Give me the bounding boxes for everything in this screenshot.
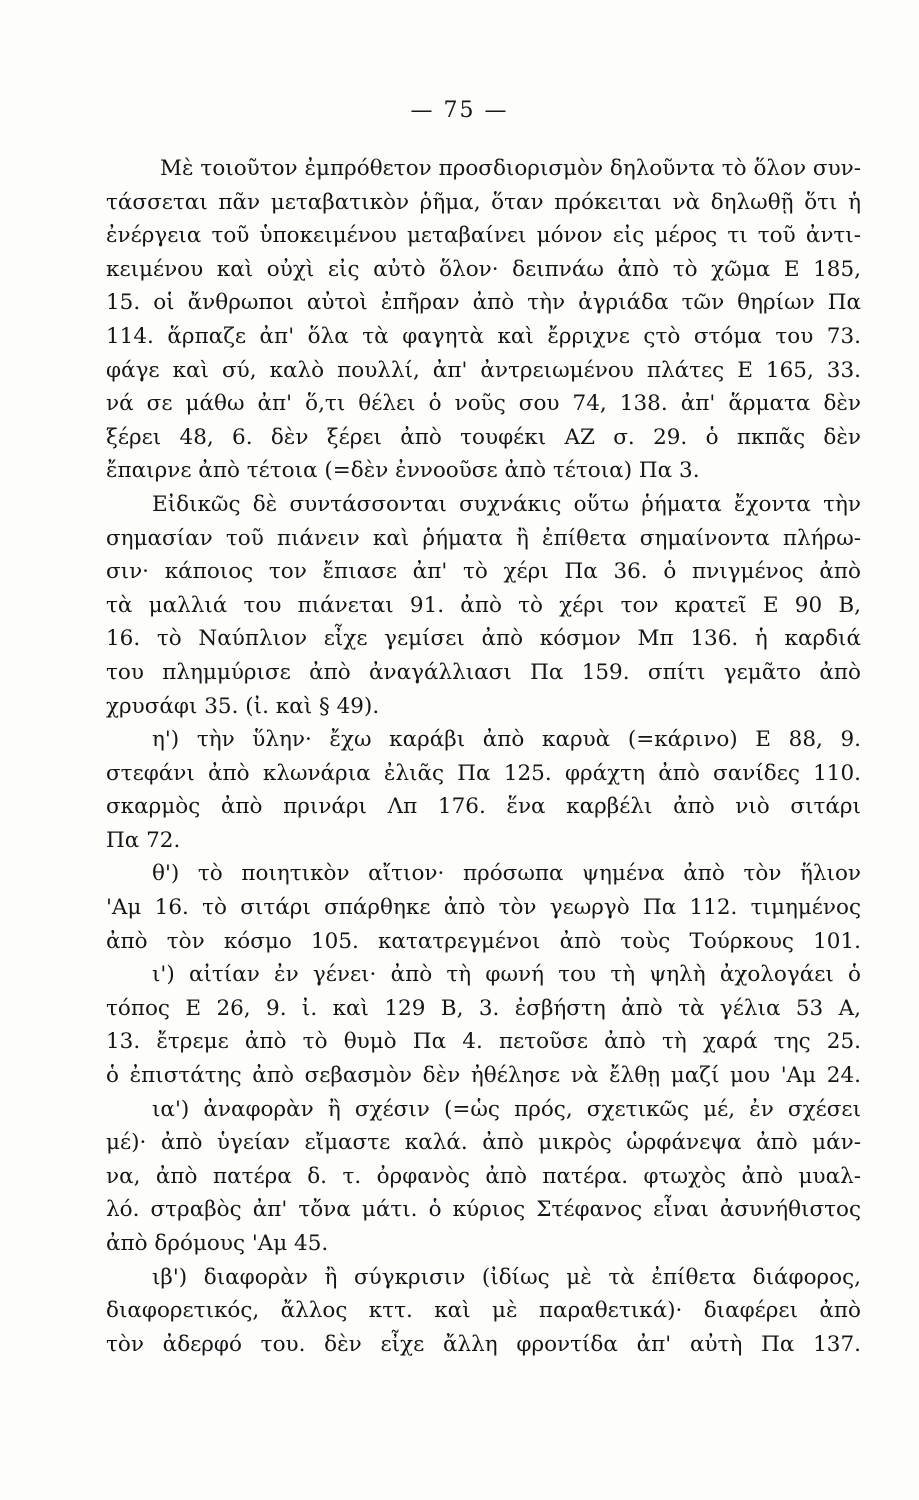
text-line: 16. τὸ Ναύπλιον εἶχε γεμίσει ἀπὸ κόσμον Μπ 136. ἡ καρδιά bbox=[106, 626, 861, 652]
text-line: νά σε μάθω ἀπ' ὅ,τι θέλει ὁ νοῦς σου 74, 138. ἀπ' ἅρματα δὲν bbox=[106, 391, 861, 417]
text-line: 114. ἅρπαζε ἀπ' ὅλα τὰ φαγητὰ καὶ ἔρριχνε ςτὸ στόμα του 73. bbox=[106, 323, 861, 349]
text-line: λό. στραβὸς ἀπ' τὄνα μάτι. ὁ κύριος Στέφανος εἶναι ἀσυνήθιστος bbox=[106, 1197, 861, 1223]
text-line: τόπος Ε 26, 9. ἰ. καὶ 129 Β, 3. ἐσβήστη ἀπὸ τὰ γέλια 53 Α, bbox=[106, 995, 861, 1021]
text-line: φάγε καὶ σύ, καλὸ πουλλί, ἀπ' ἀντρειωμένου πλάτες Ε 165, 33. bbox=[106, 357, 861, 383]
text-line: ι') αἰτίαν ἐν γένει· ἀπὸ τὴ φωνή του τὴ ψηλὴ ἀχολογάει ὁ bbox=[152, 962, 861, 988]
page-number: — 75 — bbox=[410, 98, 509, 123]
text-line: ἀπὸ τὸν κόσμο 105. κατατρεγμένοι ἀπὸ τοὺς Τούρκους 101. bbox=[106, 928, 861, 954]
text-line: ια') ἀναφορὰν ἢ σχέσιν (=ὡς πρός, σχετικῶς μέ, ἐν σχέσει bbox=[152, 1096, 861, 1122]
text-line: ἔπαιρνε ἀπὸ τέτοια (=δὲν ἐννοοῦσε ἀπὸ τέτοια) Πα 3. bbox=[106, 458, 700, 484]
text-line: ἐνέργεια τοῦ ὑποκειμένου μεταβαίνει μόνον εἰς μέρος τι τοῦ ἀντι- bbox=[106, 223, 861, 249]
text-line: ἀπὸ δρόμους 'Αμ 45. bbox=[106, 1231, 329, 1256]
text-line: 15. οἱ ἄνθρωποι αὐτοὶ ἐπῆραν ἀπὸ τὴν ἀγριάδα τῶν θηρίων Πα bbox=[106, 290, 861, 316]
text-line: σημασίαν τοῦ πιάνειν καὶ ῥήματα ἢ ἐπίθετα σημαίνοντα πλήρω- bbox=[106, 525, 861, 551]
text-line: διαφορετικός, ἄλλος κττ. καὶ μὲ παραθετικά)· διαφέρει ἀπὸ bbox=[106, 1298, 861, 1324]
text-line: τὰ μαλλιά του πιάνεται 91. ἀπὸ τὸ χέρι τον κρατεῖ Ε 90 Β, bbox=[106, 592, 861, 618]
text-line: στεφάνι ἀπὸ κλωνάρια ἐλιᾶς Πα 125. φράχτη ἀπὸ σανίδες 110. bbox=[106, 760, 861, 786]
text-line: να, ἀπὸ πατέρα δ. τ. ὀρφανὸς ἀπὸ πατέρα. φτωχὸς ἀπὸ μυαλ- bbox=[106, 1163, 861, 1189]
text-line: θ') τὸ ποιητικὸν αἴτιον· πρόσωπα ψημένα ἀπὸ τὸν ἥλιον bbox=[152, 861, 861, 887]
text-line: κειμένου καὶ οὐχὶ εἰς αὐτὸ ὅλον· δειπνάω ἀπὸ τὸ χῶμα Ε 185, bbox=[106, 256, 861, 282]
text-line: ὁ ἐπιστάτης ἀπὸ σεβασμὸν δὲν ἠθέλησε νὰ ἔλθῃ μαζί μου 'Αμ 24. bbox=[106, 1063, 861, 1089]
text-line: η') τὴν ὕλην· ἔχω καράβι ἀπὸ καρυὰ (=κάρινο) Ε 88, 9. bbox=[152, 727, 861, 753]
text-line: 'Αμ 16. τὸ σιτάρι σπάρθηκε ἀπὸ τὸν γεωργὸ Πα 112. τιμημένος bbox=[106, 895, 861, 921]
text-line: μέ)· ἀπὸ ὑγείαν εἴμαστε καλά. ἀπὸ μικρὸς ὡρφάνεψα ἀπὸ μάν- bbox=[106, 1130, 861, 1156]
text-line: σιν· κάποιος τον ἔπιασε ἀπ' τὸ χέρι Πα 36. ὁ πνιγμένος ἀπὸ bbox=[106, 559, 861, 585]
text-line: 13. ἔτρεμε ἀπὸ τὸ θυμὸ Πα 4. πετοῦσε ἀπὸ τὴ χαρά της 25. bbox=[106, 1029, 861, 1055]
text-line: του πλημμύρισε ἀπὸ ἀναγάλλιασι Πα 159. σπίτι γεμᾶτο ἀπὸ bbox=[106, 659, 861, 685]
text-line: Πα 72. bbox=[106, 827, 181, 853]
text-line: σκαρμὸς ἀπὸ πρινάρι Λπ 176. ἕνα καρβέλι ἀπὸ νιὸ σιτάρι bbox=[106, 794, 861, 820]
text-line: ξέρει 48, 6. δὲν ξέρει ἀπὸ τουφέκι ΑΖ σ. 29. ὁ πκπᾶς δὲν bbox=[106, 424, 861, 450]
body-text bbox=[106, 152, 861, 1361]
text-line: χρυσάφι 35. (ἰ. καὶ § 49). bbox=[106, 693, 380, 719]
text-line: ιβ') διαφορὰν ἢ σύγκρισιν (ἰδίως μὲ τὰ ἐπίθετα διάφορος, bbox=[152, 1264, 861, 1290]
text-line: τάσσεται πᾶν μεταβατικὸν ῥῆμα, ὅταν πρόκειται νὰ δηλωθῇ ὅτι ἡ bbox=[106, 189, 861, 215]
text-line: Μὲ τοιοῦτον ἐμπρόθετον προσδιορισμὸν δηλοῦντα τὸ ὅλον συν- bbox=[160, 156, 861, 181]
text-line: Εἰδικῶς δὲ συντάσσονται συχνάκις οὕτω ῥήματα ἔχοντα τὴν bbox=[152, 491, 861, 517]
text-line: τὸν ἀδερφό του. δὲν εἶχε ἄλλη φροντίδα ἀπ' αὐτὴ Πα 137. bbox=[106, 1331, 861, 1357]
